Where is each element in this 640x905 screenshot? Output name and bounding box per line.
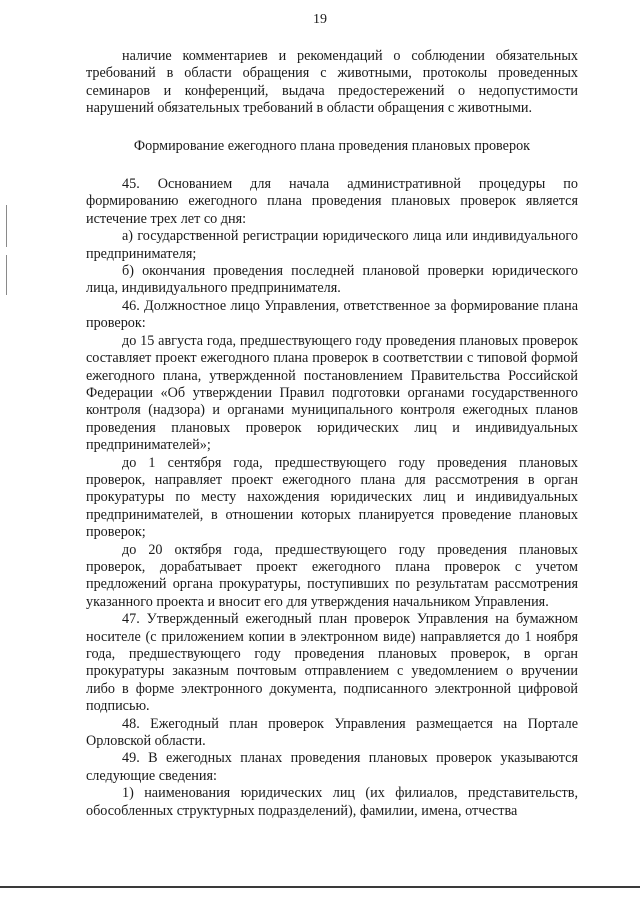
paragraph-49-1: 1) наименования юридических лиц (их филиалов, представительств, обособленных структурных подразделений), фамилии, имена, отчества: [86, 785, 578, 819]
paragraph-46c: до 20 октября года, предшествующего году проведения плановых проверок, дорабатывает проект ежегодного плана проверок с учетом предложений органа прокуратуры, поступивших по результатам рассмотрения указанного проекта и вносит его для утверждения начальником Управления.: [86, 541, 578, 610]
scan-margin-mark: [6, 255, 7, 295]
paragraph-45: 45. Основанием для начала административной процедуры по формированию ежегодного плана проведения плановых проверок является истечение трех лет со дня:: [86, 176, 578, 227]
scan-margin-mark: [6, 205, 7, 247]
paragraph-intro: наличие комментариев и рекомендаций о соблюдении обязательных требований в области обращения с животными, протоколы проведенных семинаров и конференций, выдача предостережений о недопустимости нарушений обязательных требований в области обращения с животными.: [86, 48, 578, 117]
paragraph-46b: до 1 сентября года, предшествующего году проведения плановых проверок, направляет проект ежегодного плана для рассмотрения в орган прокуратуры по месту нахождения юридических лиц и индивидуальных предпринимателей, в отношении которых планируется проведение плановых проверок;: [86, 454, 578, 541]
paragraph-46: 46. Должностное лицо Управления, ответственное за формирование плана проверок:: [86, 297, 578, 332]
document-body: [86, 48, 578, 820]
section-heading: Формирование ежегодного плана проведения плановых проверок: [133, 137, 531, 154]
paragraph-46a: до 15 августа года, предшествующего году проведения плановых проверок составляет проект ежегодного плана проверок в соответствии с типовой формой ежегодного плана, утвержденной постановлением Правительства Российской Федерации «Об утверждении Правил подготовки органами государственного контроля (надзора) и органами муниципального контроля ежегодных планов проведения плановых проверок юридических лиц и индивидуальных предпринимателей»;: [86, 332, 578, 454]
scan-edge-line: [0, 886, 640, 888]
paragraph-49: 49. В ежегодных планах проведения плановых проверок указываются следующие сведения:: [86, 750, 578, 784]
paragraph-48: 48. Ежегодный план проверок Управления размещается на Портале Орловской области.: [86, 715, 578, 750]
paragraph-45a: а) государственной регистрации юридического лица или индивидуального предпринимателя;: [86, 228, 578, 262]
paragraph-45b: б) окончания проведения последней плановой проверки юридического лица, индивидуального предпринимателя.: [86, 263, 578, 297]
paragraph-47: 47. Утвержденный ежегодный план проверок Управления на бумажном носителе (с приложением копии в электронном виде) направляется до 1 ноября года, предшествующего году проведения плановых проверок, в орган прокуратуры заказным почтовым отправлением с уведомлением о вручении либо в форме электронного документа, подписанного электронной цифровой подписью.: [86, 611, 578, 715]
page-number: 19: [313, 12, 327, 27]
